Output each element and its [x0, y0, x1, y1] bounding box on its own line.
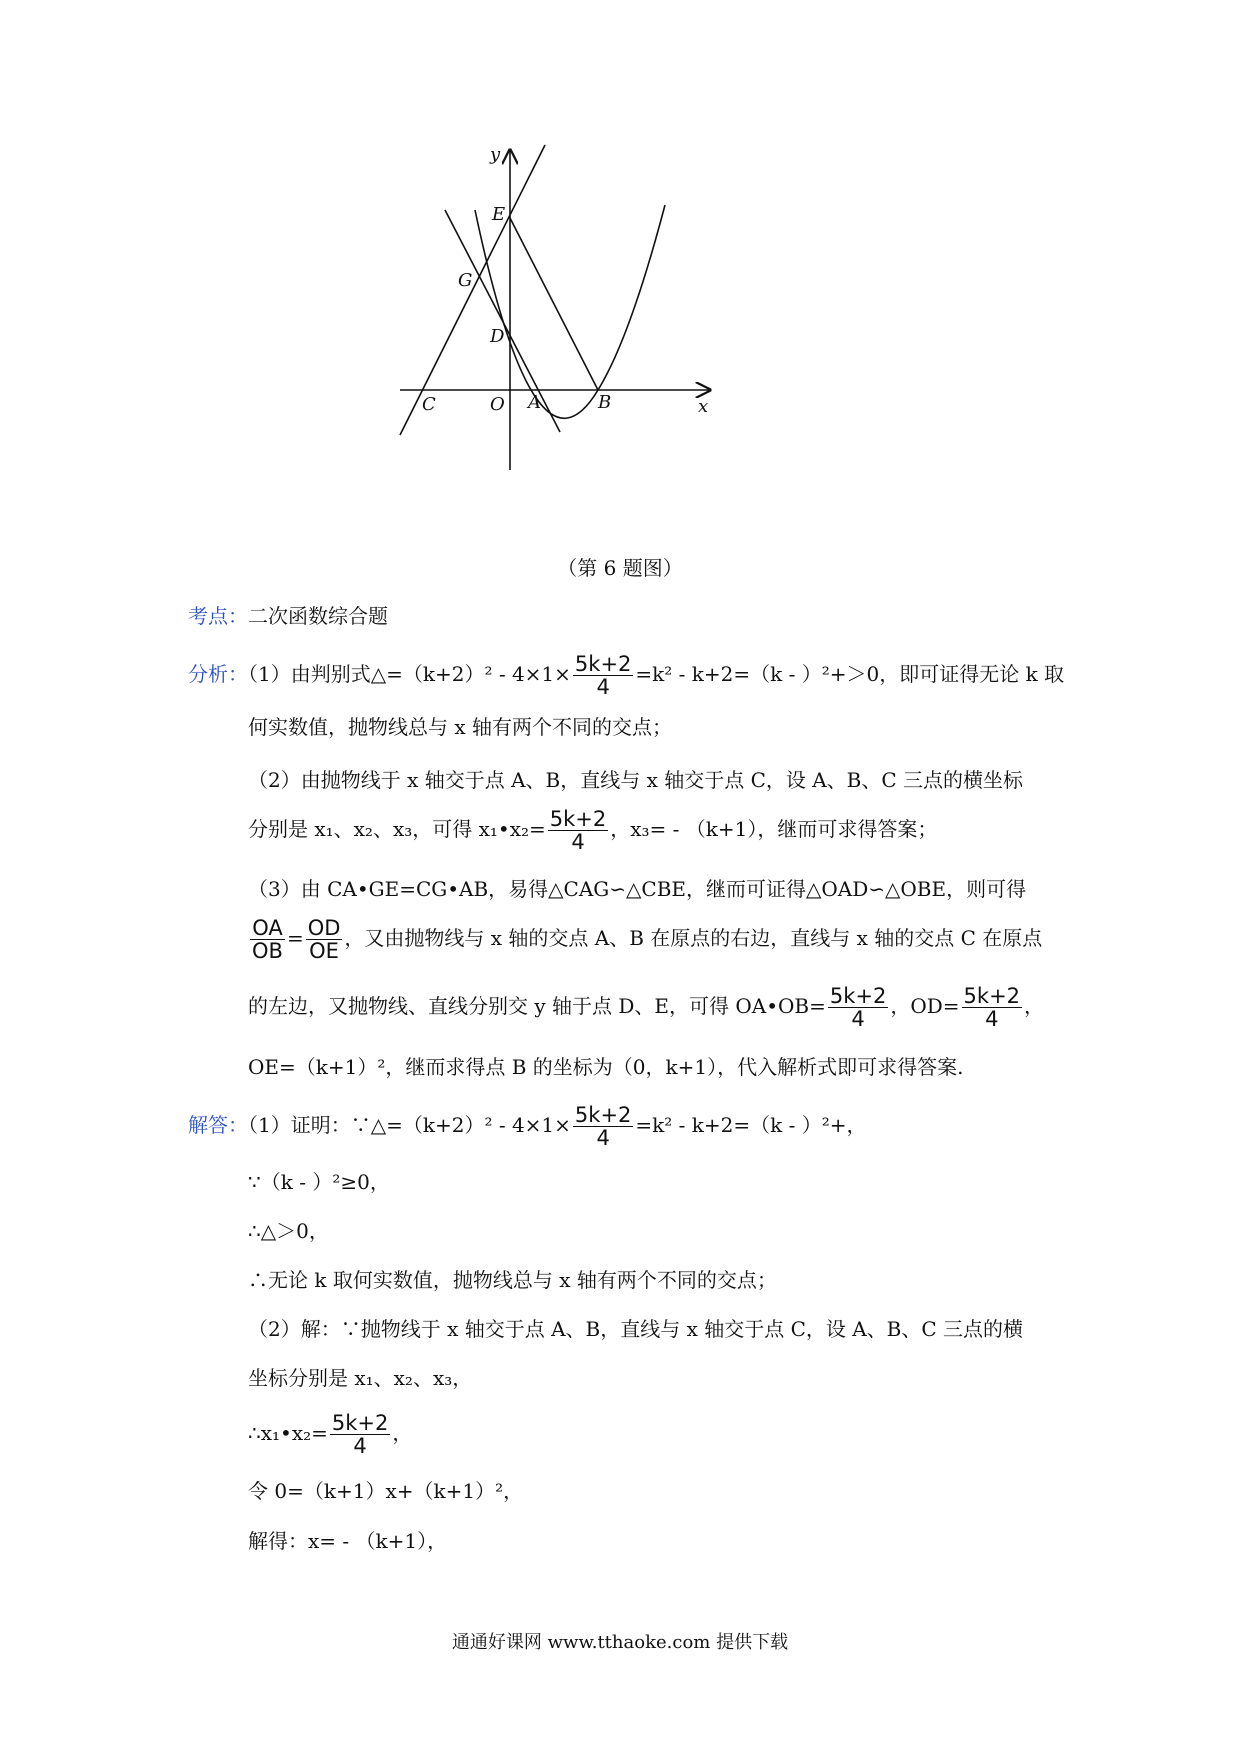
fraction-den: 4	[985, 1007, 999, 1031]
label-a: A	[528, 392, 541, 413]
fraction-den: 4	[353, 1434, 367, 1458]
figure-caption: （第 6 题图）	[557, 556, 683, 580]
fraction	[962, 985, 1022, 1030]
jieda-line-3: ∴△＞0，	[248, 1219, 329, 1243]
fraction-num: 5k+2	[331, 1411, 389, 1435]
kaodian-label: 考点：	[188, 604, 248, 628]
jieda-line-5: （2）解：∵抛物线于 x 轴交于点 A、B，直线与 x 轴交于点 C，设 A、B、C 三点的横	[248, 1317, 1024, 1341]
fenxi-text: 分别是 x₁、x₂、x₃，可得 x₁•x₂=	[248, 817, 546, 841]
kaodian-text: 二次函数综合题	[248, 604, 388, 628]
fenxi-text: ，又由抛物线与 x 轴的交点 A、B 在原点的右边，直线与 x 轴的交点 C 在原点	[344, 926, 1043, 950]
fraction	[573, 1104, 633, 1149]
label-g: G	[458, 270, 473, 291]
jieda-line-2: ∵（k - ）²≥0，	[248, 1170, 390, 1194]
fenxi-text: ，OD=	[890, 994, 960, 1018]
jieda-text: =k² - k+2=（k - ）²+，	[635, 1113, 867, 1137]
parabola	[475, 205, 665, 418]
line-eb	[510, 218, 598, 390]
fenxi-line-6	[248, 917, 1042, 962]
fraction-num: 5k+2	[963, 984, 1021, 1008]
fraction-den: 4	[596, 1126, 610, 1150]
jieda-line-6: 坐标分别是 x₁、x₂、x₃，	[248, 1366, 473, 1390]
label-o: O	[490, 394, 505, 415]
fraction	[306, 917, 343, 962]
fenxi-line-8: OE=（k+1）²，继而求得点 B 的坐标为（0，k+1），代入解析式即可求得答案.	[248, 1055, 964, 1079]
fraction-den: OB	[252, 939, 283, 963]
jieda-text: ，	[392, 1421, 413, 1445]
fenxi-line-5: （3）由 CA•GE=CG•AB，易得△CAG∽△CBE，继而可证得△OAD∽△OBE，则可得	[248, 877, 1027, 901]
fraction-num: 5k+2	[574, 1103, 632, 1127]
fenxi-line-3: （2）由抛物线于 x 轴交于点 A、B，直线与 x 轴交于点 C，设 A、B、C 三点的横坐标	[248, 768, 1024, 792]
fenxi-line-4	[248, 808, 937, 853]
kaodian-line	[188, 601, 388, 631]
fenxi-text: =	[286, 926, 304, 950]
jieda-line-8: 令 0=（k+1）x+（k+1）²，	[248, 1479, 524, 1503]
footer-credit: 通通好课网 www.tthaoke.com 提供下载	[451, 1632, 789, 1653]
label-b: B	[598, 392, 612, 413]
jieda-line-1	[188, 1104, 867, 1149]
fraction-num: 5k+2	[549, 807, 607, 831]
jieda-text: ∴x₁•x₂=	[248, 1421, 328, 1445]
fraction	[573, 653, 633, 698]
fraction	[828, 985, 888, 1030]
fraction	[250, 917, 285, 962]
jieda-label: 解答：	[188, 1113, 248, 1137]
jieda-line-9: 解得：x= - （k+1），	[248, 1529, 448, 1553]
fenxi-text: 的左边，又抛物线、直线分别交 y 轴于点 D、E，可得 OA•OB=	[248, 994, 826, 1018]
label-y: y	[490, 144, 501, 165]
jieda-text: （1）证明：∵△=（k+2）² - 4×1×	[248, 1113, 571, 1137]
fraction-den: 4	[596, 675, 610, 699]
fenxi-line-7	[248, 985, 1044, 1030]
label-x: x	[698, 396, 709, 417]
fenxi-line-2: 何实数值，抛物线总与 x 轴有两个不同的交点；	[248, 715, 672, 739]
fraction-den: 4	[571, 830, 585, 854]
fenxi-text: （1）由判别式△=（k+2）² - 4×1×	[248, 662, 571, 686]
fraction	[548, 808, 608, 853]
fenxi-text: =k² - k+2=（k - ）²+＞0，即可证得无论 k 取	[635, 662, 1065, 686]
fraction	[330, 1412, 390, 1457]
jieda-line-4: ∴无论 k 取何实数值，抛物线总与 x 轴有两个不同的交点；	[248, 1268, 777, 1292]
jieda-line-7	[248, 1412, 412, 1457]
fenxi-line-1	[188, 653, 1064, 698]
fraction-den: OE	[309, 939, 339, 963]
fenxi-text: ，	[1024, 994, 1045, 1018]
fraction-num: 5k+2	[574, 652, 632, 676]
parabola-figure	[422, 144, 800, 532]
label-c: C	[422, 394, 436, 415]
label-e: E	[492, 204, 506, 225]
fraction-num: OA	[250, 917, 285, 940]
fenxi-label: 分析：	[188, 662, 248, 686]
fraction-num: 5k+2	[829, 984, 887, 1008]
fraction-num: OD	[307, 916, 341, 940]
label-d: D	[490, 326, 505, 347]
fraction-den: 4	[851, 1007, 865, 1031]
fenxi-text: ，x₃= - （k+1），继而可求得答案；	[610, 817, 938, 841]
line-ce	[400, 145, 545, 435]
